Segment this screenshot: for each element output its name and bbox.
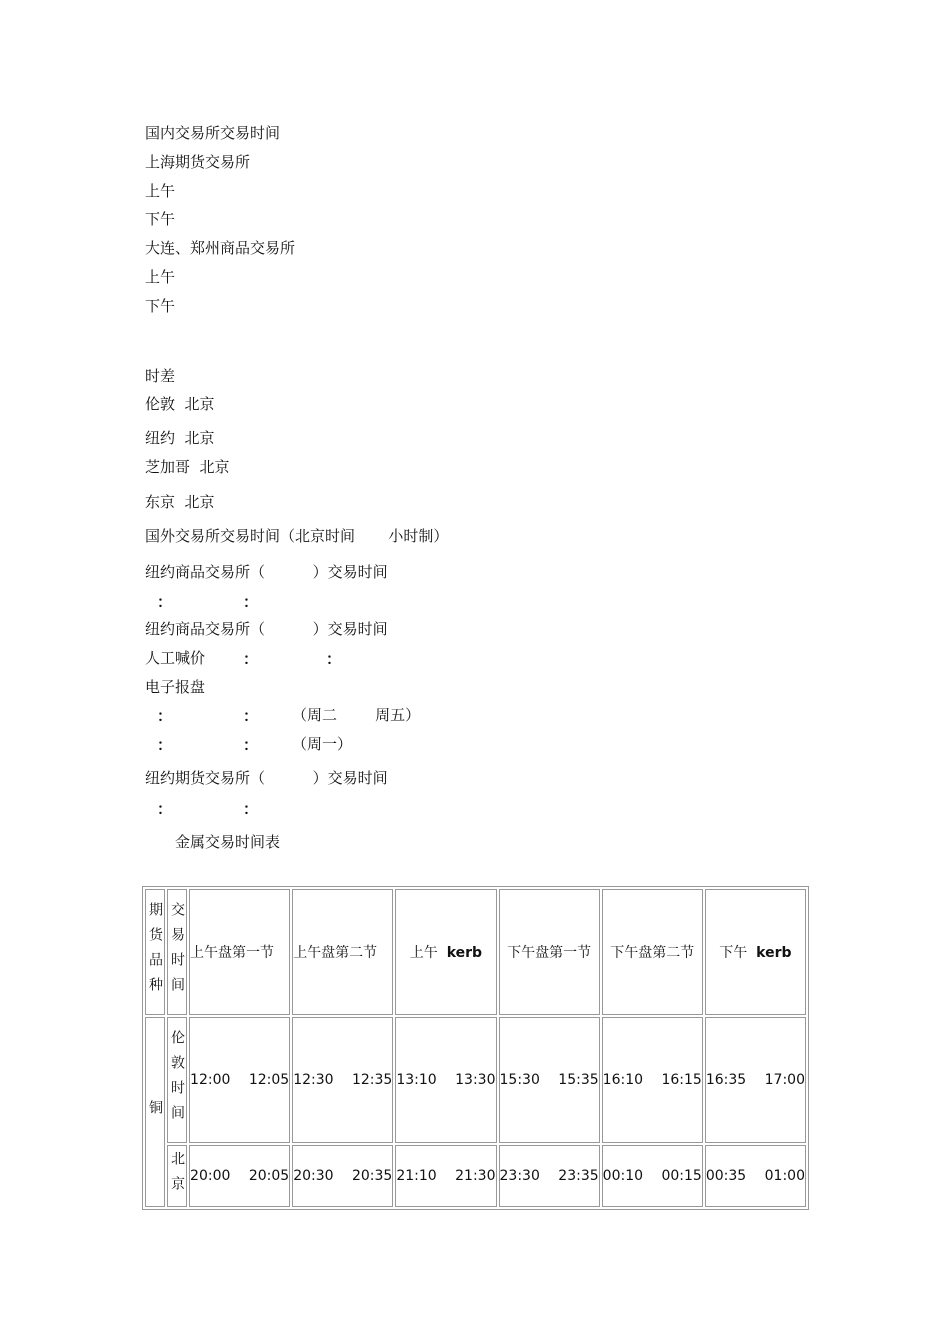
header-am-kerb: 上午 kerb: [395, 889, 496, 1015]
table-cell: 16:35 17:00: [705, 1017, 806, 1143]
london-time-label: 伦敦时间: [167, 1017, 187, 1143]
colon-mark: ：: [243, 593, 259, 611]
table-cell: 16:10 16:15: [602, 1017, 703, 1143]
dce-pm: 下午: [145, 297, 176, 315]
nymex-line: 纽约期货交易所（ ）交易时间: [145, 769, 388, 787]
electronic-label: 电子报盘: [145, 678, 206, 696]
table-cell: 20:30 20:35: [292, 1145, 393, 1207]
table-cell: 12:00 12:05: [189, 1017, 290, 1143]
table-cell: 20:00 20:05: [189, 1145, 290, 1207]
header-variety: 期货品种: [145, 889, 165, 1015]
chicago-beijing: 芝加哥 北京: [145, 458, 230, 476]
timediff-title: 时差: [145, 367, 176, 385]
colon-mark: ：: [157, 800, 173, 818]
domestic-title: 国内交易所交易时间: [145, 124, 281, 142]
colon-mark: ：: [157, 707, 173, 725]
table-cell: 12:30 12:35: [292, 1017, 393, 1143]
open-outcry-label: 人工喊价: [145, 649, 206, 667]
monday-note: （周一）: [292, 735, 353, 753]
colon-mark: ：: [243, 800, 259, 818]
header-am-session-1: 上午盘第一节: [189, 889, 290, 1015]
colon-mark: ：: [243, 650, 259, 668]
colon-mark: ：: [157, 593, 173, 611]
colon-mark: ：: [243, 707, 259, 725]
header-am-session-2: 上午盘第二节: [292, 889, 393, 1015]
shfe-label: 上海期货交易所: [145, 153, 251, 171]
newyork-beijing: 纽约 北京: [145, 429, 215, 447]
colon-mark: ：: [326, 650, 342, 668]
table-cell: 13:10 13:30: [395, 1017, 496, 1143]
table-row: [145, 1017, 806, 1143]
table-cell: 23:30 23:35: [499, 1145, 600, 1207]
colon-mark: ：: [243, 736, 259, 754]
tokyo-beijing: 东京 北京: [145, 493, 215, 511]
tue-fri-note: （周二 周五）: [292, 706, 421, 724]
metals-trading-hours-table: [142, 886, 809, 1210]
shfe-pm: 下午: [145, 210, 176, 228]
header-pm-kerb: 下午 kerb: [705, 889, 806, 1015]
shfe-am: 上午: [145, 182, 176, 200]
table-header-row: [145, 889, 806, 1015]
copper-cell: 铜: [145, 1017, 165, 1207]
dce-czce-label: 大连、郑州商品交易所: [145, 239, 296, 257]
table-cell: 00:35 01:00: [705, 1145, 806, 1207]
table-cell: 21:10 21:30: [395, 1145, 496, 1207]
table-cell: 15:30 15:35: [499, 1017, 600, 1143]
metals-table-title: 金属交易时间表: [175, 833, 281, 851]
colon-mark: ：: [157, 736, 173, 754]
comex-line-2: 纽约商品交易所（ ）交易时间: [145, 620, 388, 638]
beijing-label: 北京: [167, 1145, 187, 1207]
header-pm-session-1: 下午盘第一节: [499, 889, 600, 1015]
header-pm-session-2: 下午盘第二节: [602, 889, 703, 1015]
dce-am: 上午: [145, 268, 176, 286]
table-row: [145, 1145, 806, 1207]
london-beijing: 伦敦 北京: [145, 395, 215, 413]
foreign-title: 国外交易所交易时间（北京时间 小时制）: [145, 527, 449, 545]
table-cell: 00:10 00:15: [602, 1145, 703, 1207]
comex-line-1: 纽约商品交易所（ ）交易时间: [145, 563, 388, 581]
header-trading-time: 交易时间: [167, 889, 187, 1015]
